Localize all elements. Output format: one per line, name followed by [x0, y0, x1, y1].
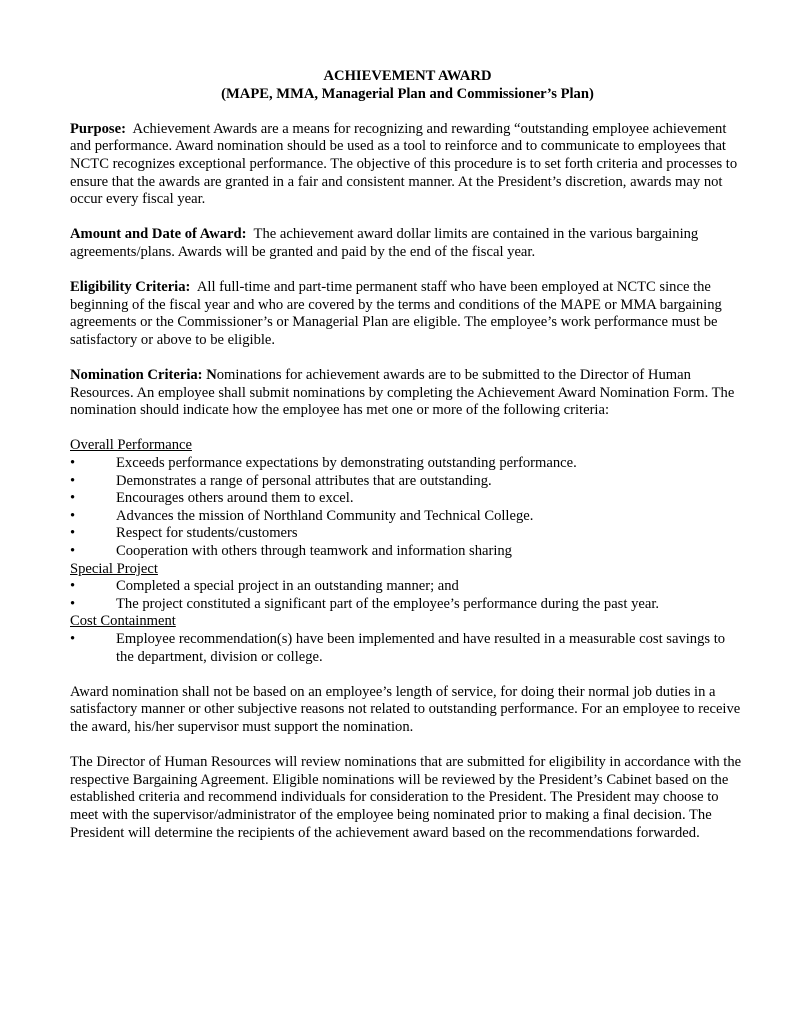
criteria-item: [70, 490, 745, 508]
bullet-icon: •: [70, 455, 76, 472]
criteria-item-text: Cooperation with others through teamwork and information sharing: [116, 543, 512, 560]
purpose-label: Purpose:: [70, 120, 126, 137]
criteria-heading: Special Project: [70, 560, 158, 577]
amount-text: The achievement award dollar limits are contained in the various bargaining agreements/plans. Awards will be granted and paid by the end of the fiscal year.: [70, 226, 699, 260]
bullet-icon: •: [70, 631, 76, 647]
eligibility-label: Eligibility Criteria:: [70, 279, 191, 296]
amount-section: [70, 226, 745, 261]
document-page: [70, 68, 745, 860]
criteria-item-text: Advances the mission of Northland Community and Technical College.: [116, 507, 534, 524]
length-of-service-paragraph: [70, 684, 745, 737]
criteria-item: [70, 596, 745, 614]
purpose-section: [70, 121, 745, 209]
bullet-icon: •: [70, 472, 76, 489]
criteria-item-text: Exceeds performance expectations by demonstrating outstanding performance.: [116, 455, 577, 472]
criteria-list: [70, 437, 745, 666]
eligibility-section: [70, 279, 745, 349]
nomination-section: [70, 367, 745, 420]
review-paragraph: [70, 754, 745, 842]
criteria-heading: Cost Containment: [70, 613, 176, 630]
nomination-label: Nomination Criteria:: [70, 367, 203, 384]
criteria-item-text: Completed a special project in an outstanding manner; and: [116, 578, 459, 595]
criteria-item: [70, 455, 745, 473]
bullet-icon: •: [70, 595, 76, 612]
bullet-icon: •: [70, 507, 76, 524]
document-title: ACHIEVEMENT AWARD: [323, 68, 492, 84]
criteria-item: [70, 631, 745, 666]
spacer: [70, 103, 745, 121]
document-subtitle: (MAPE, MMA, Managerial Plan and Commissioner’s Plan): [221, 85, 594, 102]
criteria-item-text: Encourages others around them to excel.: [116, 490, 354, 507]
nomination-text: ominations for achievement awards are to be submitted to the Director of Human Resources. An employee shall submit nominations by completing the Achievement Award Nomination Form. The nomination should indicate how the employee has met one or more of the following criteria:: [70, 367, 735, 419]
criteria-heading: Overall Performance: [70, 437, 192, 454]
bullet-icon: •: [70, 490, 76, 507]
criteria-item-text: Employee recommendation(s) have been implemented and have resulted in a measurable cost savings to the department, division or college.: [116, 631, 726, 665]
amount-label: Amount and Date of Award:: [70, 226, 247, 243]
length-of-service-text: Award nomination shall not be based on an employee’s length of service, for doing their normal job duties in a satisfactory manner or other subjective reasons not related to outstanding performance. For an employee to receive the award, his/her supervisor must support the nomination.: [70, 683, 741, 735]
bullet-icon: •: [70, 525, 76, 542]
criteria-item: [70, 508, 745, 526]
criteria-item: [70, 578, 745, 596]
purpose-text: Achievement Awards are a means for recognizing and rewarding “outstanding employee achievement and performance. Award nomination should be used as a tool to reinforce and to communicate to employees that NCTC recognizes exceptional performance. The objective of this procedure is to set forth criteria and processes to ensure that the awards are granted in a fair and consistent manner. At the President’s discretion, awards may not occur every fiscal year.: [70, 120, 738, 208]
bullet-icon: •: [70, 578, 76, 595]
nomination-initial: N: [206, 367, 217, 384]
criteria-item: [70, 525, 745, 543]
bullet-icon: •: [70, 543, 76, 560]
criteria-item: [70, 473, 745, 491]
eligibility-text: All full-time and part-time permanent staff who have been employed at NCTC since the beginning of the fiscal year and who are covered by the terms and conditions of the MAPE or MMA bargaining agreements or the Commissioner’s or Managerial Plan are eligible. The employee’s work performance must be satisfactory or above to be eligible.: [70, 279, 722, 348]
criteria-item: [70, 543, 745, 561]
criteria-item-text: Respect for students/customers: [116, 525, 298, 542]
criteria-item-text: Demonstrates a range of personal attributes that are outstanding.: [116, 472, 492, 489]
criteria-item-text: The project constituted a significant part of the employee’s performance during the past year.: [116, 595, 660, 612]
review-text: The Director of Human Resources will review nominations that are submitted for eligibility in accordance with the respective Bargaining Agreement. Eligible nominations will be reviewed by the President’s Cabinet based on the established criteria and recommend individuals for consideration to the President. The President may choose to meet with the supervisor/administrator of the employee being nominated prior to making a final decision. The President will determine the recipients of the achievement award based on the recommendations forwarded.: [70, 754, 742, 841]
